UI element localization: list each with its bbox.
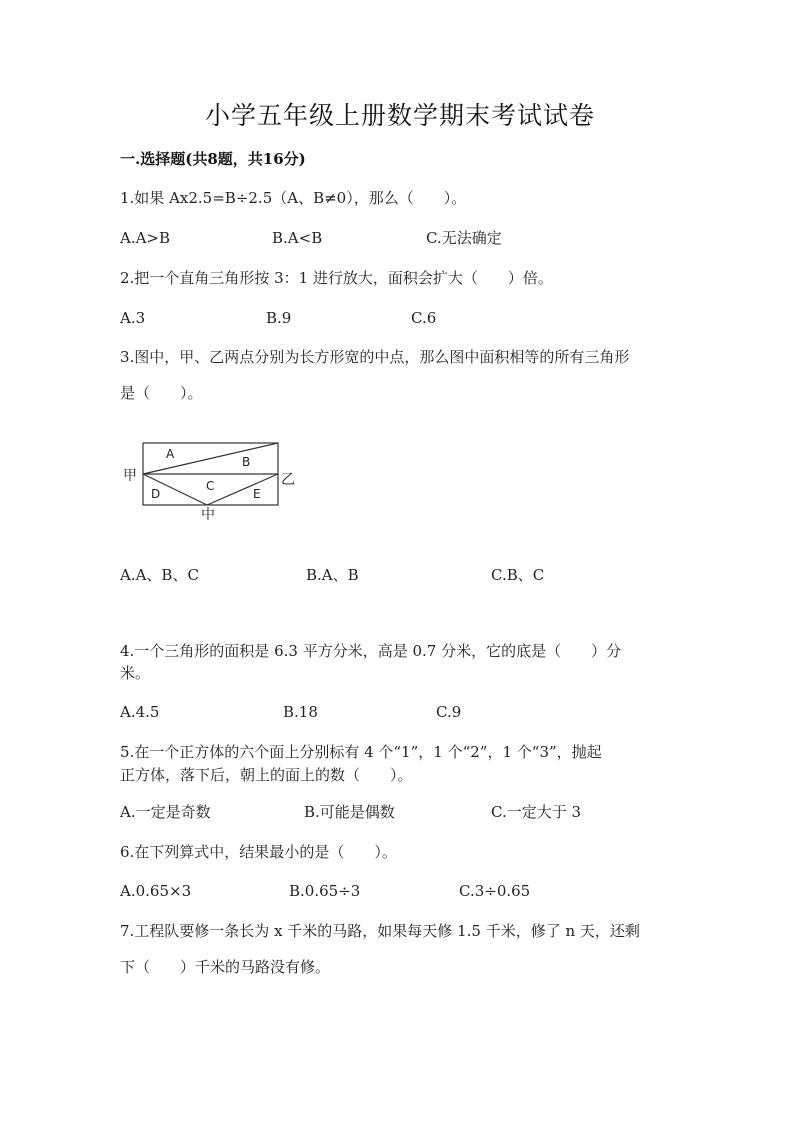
q5-option-c: C.一定大于 3 bbox=[491, 803, 582, 821]
q2-option-a: A.3 bbox=[120, 309, 146, 327]
point-label-right: 乙 bbox=[281, 472, 295, 488]
rectangle-triangles-figure bbox=[115, 435, 305, 525]
q3-option-c: C.B、C bbox=[491, 566, 545, 584]
point-label-left: 甲 bbox=[123, 468, 137, 484]
section-heading: 一.选择题(共8题，共16分) bbox=[120, 150, 306, 168]
question-4-line1: 4.一个三角形的面积是 6.3 平方分米，高是 0.7 分米，它的底是（ ）分 bbox=[120, 642, 622, 660]
q6-option-a: A.0.65×3 bbox=[120, 882, 192, 900]
question-5-line2: 正方体，落下后，朝上的面上的数（ ）。 bbox=[120, 766, 413, 784]
question-7-line2: 下（ ）千米的马路没有修。 bbox=[120, 958, 331, 976]
question-5-line1: 5.在一个正方体的六个面上分别标有 4 个“1”，1 个“2”，1 个“3”，抛起 bbox=[120, 743, 602, 761]
q1-option-b: B.A<B bbox=[272, 229, 323, 247]
q2-option-b: B.9 bbox=[266, 309, 292, 327]
question-3-line2: 是（ ）。 bbox=[120, 384, 203, 402]
q4-option-c: C.9 bbox=[436, 703, 462, 721]
q3-option-b: B.A、B bbox=[306, 566, 359, 584]
region-label-d: D bbox=[151, 487, 161, 501]
q2-option-c: C.6 bbox=[411, 309, 437, 327]
region-label-b: B bbox=[242, 455, 251, 469]
q5-option-b: B.可能是偶数 bbox=[304, 803, 395, 821]
question-6: 6.在下列算式中，结果最小的是（ ）。 bbox=[120, 843, 397, 861]
page-title: 小学五年级上册数学期末考试试卷 bbox=[204, 101, 595, 130]
q6-option-b: B.0.65÷3 bbox=[289, 882, 361, 900]
region-label-c: C bbox=[206, 479, 215, 493]
q6-option-c: C.3÷0.65 bbox=[459, 882, 531, 900]
question-2: 2.把一个直角三角形按 3：1 进行放大，面积会扩大（ ）倍。 bbox=[120, 269, 553, 287]
region-label-e: E bbox=[253, 487, 261, 501]
q4-option-b: B.18 bbox=[283, 703, 318, 721]
question-7-line1: 7.工程队要修一条长为 x 千米的马路，如果每天修 1.5 千米，修了 n 天，还剩 bbox=[120, 922, 640, 940]
region-label-a: A bbox=[166, 447, 175, 461]
point-label-bottom: 中 bbox=[201, 507, 215, 523]
question-4-line2: 米。 bbox=[120, 664, 151, 682]
question-3-line1: 3.图中，甲、乙两点分别为长方形宽的中点，那么图中面积相等的所有三角形 bbox=[120, 348, 630, 366]
q3-option-a: A.A、B、C bbox=[120, 566, 199, 584]
q1-option-a: A.A>B bbox=[120, 229, 171, 247]
q5-option-a: A.一定是奇数 bbox=[120, 803, 211, 821]
question-1: 1.如果 Ax2.5=B÷2.5（A、B≠0），那么（ ）。 bbox=[120, 189, 467, 207]
q1-option-c: C.无法确定 bbox=[426, 229, 502, 247]
q4-option-a: A.4.5 bbox=[120, 703, 160, 721]
